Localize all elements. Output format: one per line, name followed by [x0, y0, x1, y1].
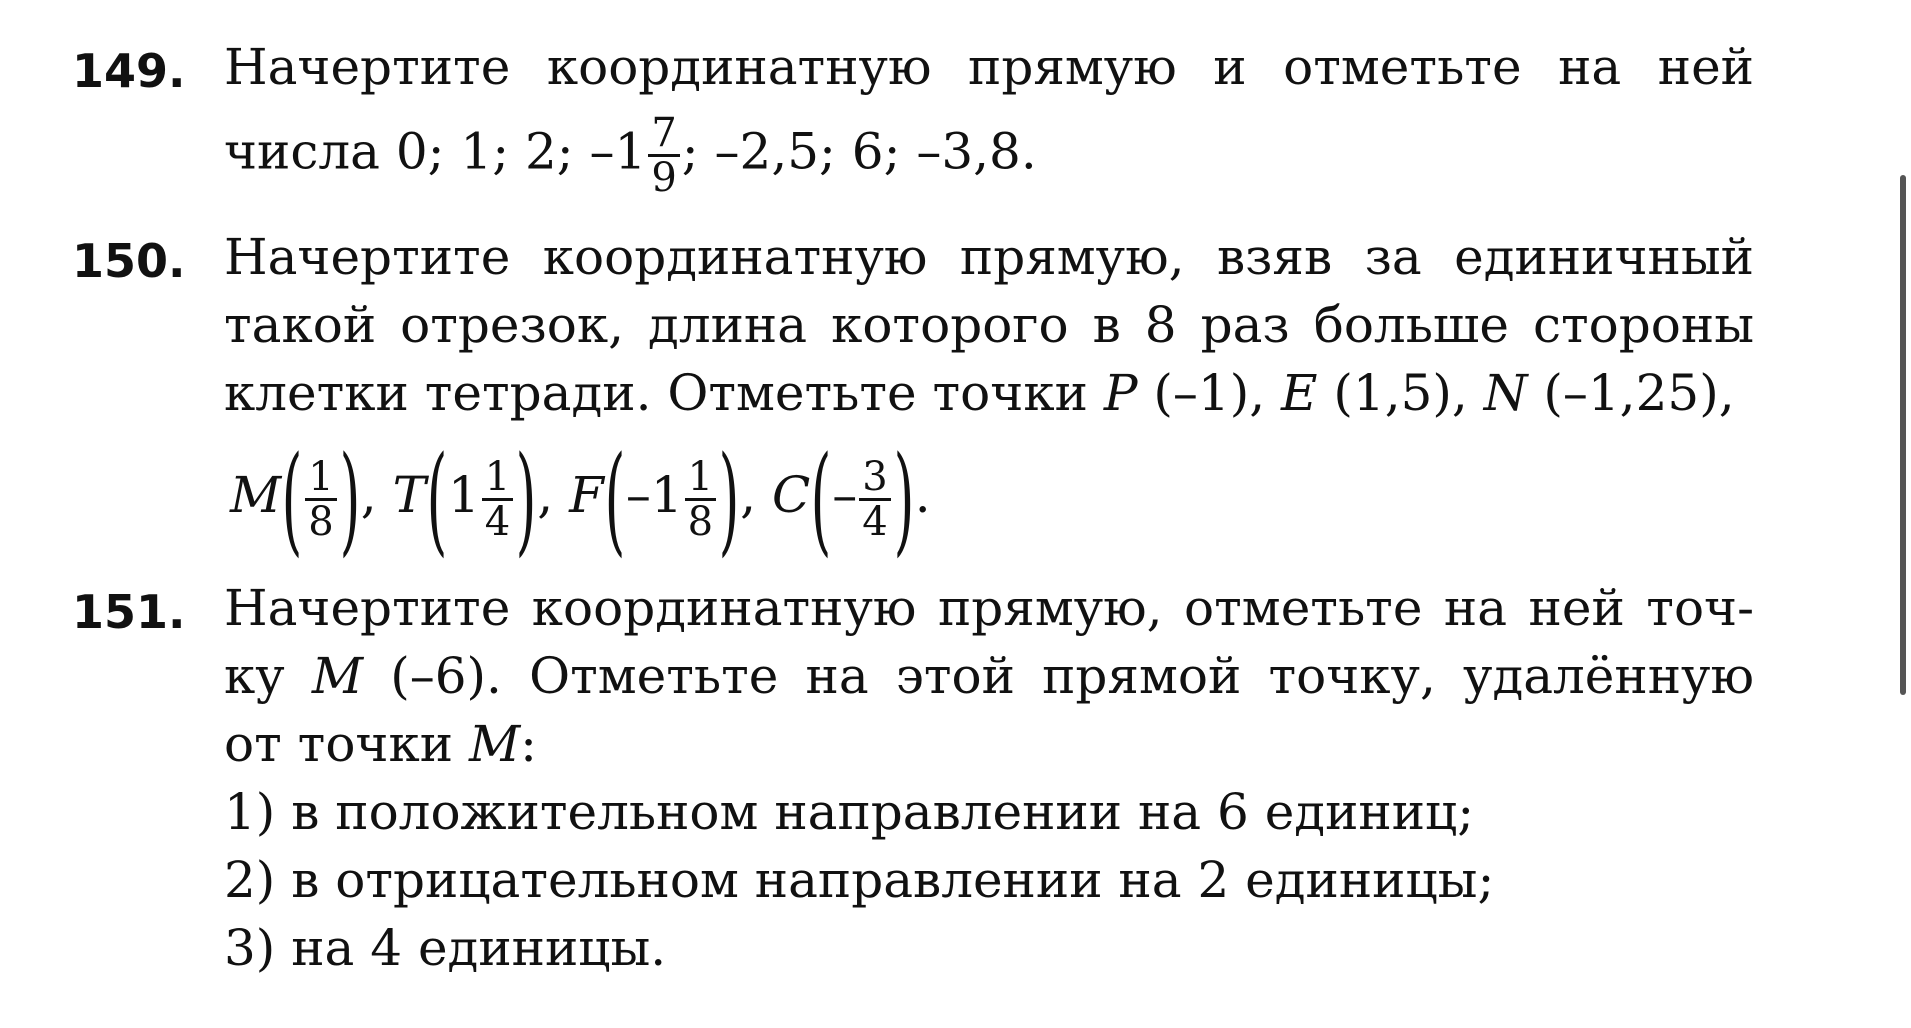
problem-151-item-3: 3) на 4 единицы.	[224, 919, 667, 977]
problem-150-line-2: такой отрезок, длина которого в 8 раз больше стороны	[224, 296, 1754, 354]
problem-150-line-1: Начертите координатную прямую, взяв за единичный	[224, 228, 1754, 286]
fraction-denominator: 4	[862, 498, 888, 545]
fraction-numerator: 3	[859, 456, 890, 501]
point-f-whole: –1	[625, 466, 683, 524]
problem-150-line-3-text: клетки тетради. Отметьте точки	[224, 364, 1088, 422]
point-c-label: C	[771, 466, 811, 524]
comma: ,	[537, 466, 554, 524]
problem-149-line-1: Начертите координатную прямую и отметьте на ней	[224, 38, 1754, 96]
point-p-value: (–1),	[1137, 364, 1281, 422]
left-paren: (	[810, 430, 832, 568]
problem-151-line-1: Начертите координатную прямую, отметьте на ней точ-	[224, 579, 1754, 637]
problem-number-150: 150.	[72, 234, 186, 288]
point-n-value: (–1,25),	[1527, 364, 1735, 422]
left-paren: (	[426, 430, 448, 568]
problem-151-line-2-end: (–6). Отметьте на этой прямой точку, удалённую	[363, 647, 1754, 705]
fraction-numerator: 7	[648, 112, 679, 157]
vertical-scrollbar[interactable]	[1900, 175, 1906, 695]
problem-149-numbers-start: числа 0; 1; 2; –1	[224, 122, 647, 181]
fraction-numerator: 1	[305, 456, 336, 501]
fraction-denominator: 4	[484, 498, 511, 545]
problem-number-149: 149.	[72, 44, 186, 98]
problem-151-line-3	[224, 715, 1754, 773]
problem-149-line-2	[224, 112, 1754, 199]
point-e-label: E	[1281, 364, 1318, 422]
right-paren: )	[339, 430, 361, 568]
fraction-1-4	[482, 453, 513, 545]
problem-150-line-3	[224, 364, 1754, 422]
fraction-3-4	[859, 453, 890, 545]
comma: ,	[740, 466, 757, 524]
point-c-sign: –	[832, 466, 858, 524]
point-n-label: N	[1483, 364, 1528, 422]
point-p-label: P	[1103, 364, 1138, 422]
left-paren: (	[281, 430, 303, 568]
point-m-label: M	[311, 647, 364, 705]
problem-151-line-2-start: ку	[224, 647, 285, 705]
problem-151-line-3-start: от точки	[224, 715, 454, 773]
comma: ,	[360, 466, 377, 524]
point-f-label: F	[569, 466, 604, 524]
fraction-denominator: 8	[687, 498, 714, 545]
point-e-value: (1,5),	[1317, 364, 1484, 422]
problem-150-line-4	[230, 430, 1760, 568]
point-m-label: M	[468, 715, 521, 773]
problem-151-line-2	[224, 647, 1754, 705]
fraction-denominator: 8	[308, 498, 334, 545]
fraction-1-8	[685, 453, 716, 545]
right-paren: )	[893, 430, 915, 568]
period: .	[914, 466, 931, 524]
left-paren: (	[604, 430, 626, 568]
fraction-1-8	[305, 453, 336, 545]
point-t-whole: 1	[447, 466, 480, 524]
problem-149-numbers-end: ; –2,5; 6; –3,8.	[681, 122, 1037, 181]
problem-151-item-1: 1) в положительном направлении на 6 единиц;	[224, 783, 1475, 841]
colon: :	[520, 715, 538, 773]
problem-number-151: 151.	[72, 585, 186, 639]
point-t-label: T	[392, 466, 426, 524]
fraction-numerator: 1	[482, 456, 513, 501]
fraction-7-9	[648, 112, 679, 199]
fraction-numerator: 1	[685, 456, 716, 501]
right-paren: )	[515, 430, 537, 568]
problem-151-item-2: 2) в отрицательном направлении на 2 единицы;	[224, 851, 1495, 909]
fraction-denominator: 9	[651, 155, 677, 201]
point-m-label: M	[230, 466, 282, 524]
right-paren: )	[718, 430, 740, 568]
